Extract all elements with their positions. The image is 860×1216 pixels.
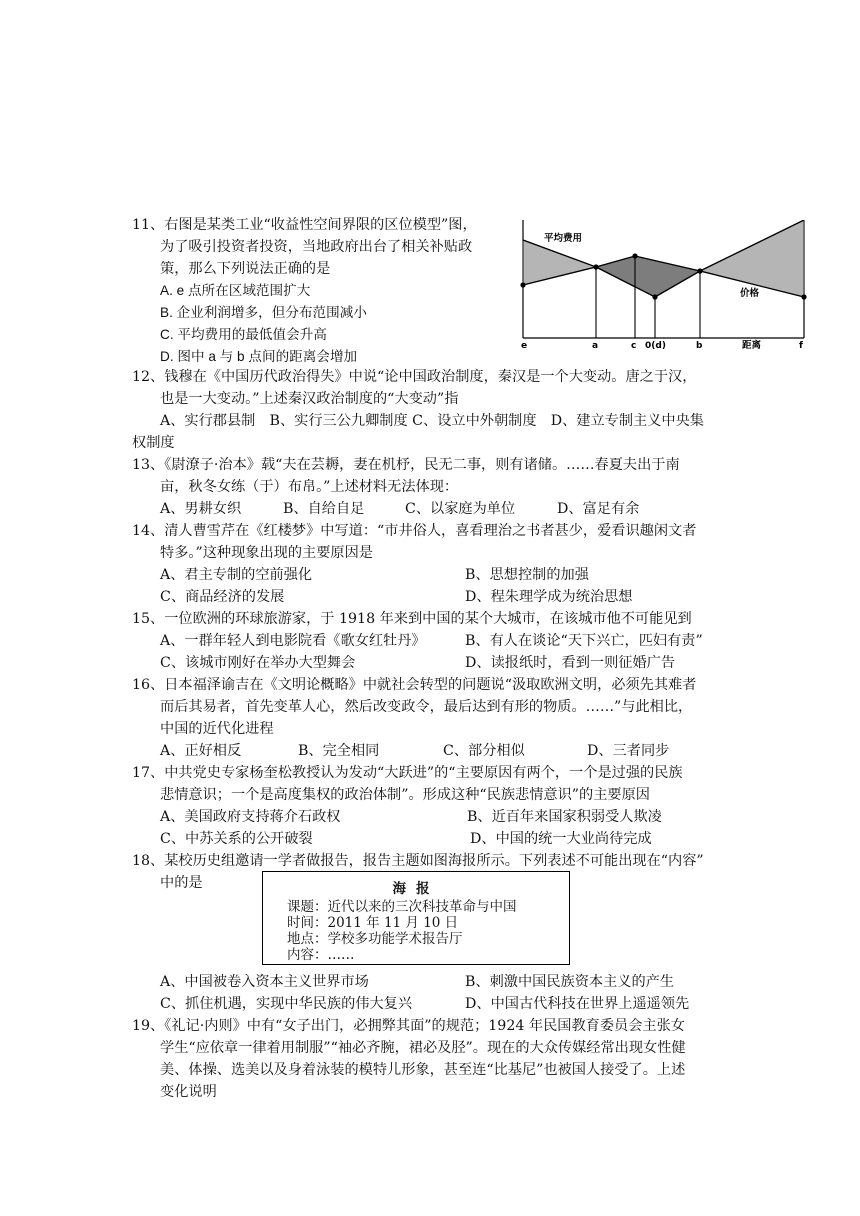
location-model-diagram — [520, 220, 812, 352]
axis-label-f: f — [799, 341, 803, 351]
point-right-price — [801, 294, 806, 299]
q11-option-d: D. 图中 a 与 b 点间的距离会增加 — [160, 349, 358, 364]
q14-stem-line2: 特多。”这种现象出现的主要原因是 — [160, 545, 373, 561]
q19-stem-line2: 学生“应依章一律着用制服”“袖必齐腕，裙必及胫”。现在的大众传媒经常出现女性健 — [160, 1040, 686, 1056]
q15-option-a: A、一群年轻人到电影院看《歌女红牡丹》 — [160, 633, 426, 649]
q13-option-c: C、以家庭为单位 — [405, 501, 516, 517]
axis-label-d: 0(d) — [645, 341, 666, 351]
point-d-price-low — [652, 294, 657, 299]
q18-stem-line2: 中的是 — [160, 875, 203, 891]
q12-stem-line2: 也是一大变动。”上述秦汉政治制度的“大变动”指 — [160, 391, 459, 407]
q16-option-c: C、部分相似 — [443, 743, 525, 759]
q17-option-b: B、近百年来国家积弱受人欺凌 — [467, 809, 662, 825]
q15-option-b: B、有人在谈论“天下兴亡，匹妇有责” — [465, 633, 703, 649]
q19-stem-line1: 19、《礼记·内则》中有“女子出门，必拥弊其面”的规范；1924 年民国教育委员会主张女 — [132, 1018, 685, 1034]
q16-option-a: A、正好相反 — [160, 743, 242, 759]
poster-topic: 课题：近代以来的三次科技革命与中国 — [287, 899, 517, 915]
q12-stem-line1: 12、钱穆在《中国历代政治得失》中说“论中国政治制度，秦汉是一个大变动。唐之于汉， — [132, 369, 697, 385]
q14-option-c: C、商品经济的发展 — [160, 589, 285, 605]
poster-box — [262, 871, 570, 965]
q18-option-b: B、刺激中国民族资本主义的产生 — [465, 974, 675, 990]
q19-stem-line4: 变化说明 — [160, 1084, 217, 1100]
q16-stem-line3: 中国的近代化进程 — [160, 721, 274, 737]
q11-stem-line1: 11、右图是某类工业“收益性空间界限的区位模型”图， — [132, 217, 477, 233]
q16-stem-line2: 而后其易者，首先变革人心，然后改变政令，最后达到有形的物质。……”与此相比， — [160, 699, 693, 715]
q17-stem-line1: 17、中共党史专家杨奎松教授认为发动“大跃进”的“主要原因有两个，一个是过强的民族 — [132, 765, 683, 781]
q13-option-a: A、男耕女织 — [160, 501, 242, 517]
q17-option-d: D、中国的统一大业尚待完成 — [470, 831, 652, 847]
axis-label-b: b — [696, 341, 703, 351]
q13-option-b: B、自给自足 — [283, 501, 365, 517]
q13-option-d: D、富足有余 — [557, 501, 640, 517]
point-c-minimum — [632, 253, 637, 258]
poster-content: 内容：…… — [287, 947, 355, 963]
q13-stem-line2: 亩，秋冬女练（于）布帛。”上述材料无法体现： — [160, 479, 459, 495]
poster-title: 海报 — [392, 881, 440, 897]
axis-label-a: a — [592, 341, 599, 351]
point-b-intersection — [697, 268, 702, 273]
q11-stem-line2: 为了吸引投资者投资，当地政府出台了相关补贴政 — [160, 239, 473, 255]
q17-stem-line2: 悲情意识；一个是高度集权的政治体制”。形成这种“民族悲情意识”的主要原因 — [160, 787, 650, 803]
q19-stem-line3: 美、体操、选美以及身着泳装的模特儿形象，甚至连“比基尼”也被国人接受了。上述 — [160, 1062, 686, 1078]
q14-option-b: B、思想控制的加强 — [465, 567, 589, 583]
q12-options-line: A、实行郡县制 B、实行三公九卿制度 C、设立中外朝制度 D、建立专制主义中央集 — [160, 413, 704, 429]
q18-stem-line1: 18、某校历史组邀请一学者做报告，报告主题如图海报所示。下列表述不可能出现在“内容” — [132, 853, 704, 869]
point-a-intersection — [593, 264, 598, 269]
q18-option-a: A、中国被卷入资本主义世界市场 — [160, 974, 369, 990]
point-left-price — [520, 282, 525, 287]
distance-label: 距离 — [742, 340, 762, 351]
q11-stem-line3: 策，那么下列说法正确的是 — [160, 261, 331, 277]
q16-option-b: B、完全相同 — [298, 743, 380, 759]
q11-option-c: C. 平均费用的最低值会升高 — [160, 327, 327, 342]
price-label: 价格 — [740, 288, 760, 299]
q17-option-c: C、中苏关系的公开破裂 — [160, 831, 313, 847]
q12-options-continuation: 权制度 — [132, 435, 175, 451]
q13-stem-line1: 13、《尉潦子·治本》载“夫在芸耨，妻在机杼，民无二事，则有诸储。……春夏夫出于南 — [132, 457, 680, 473]
axis-label-c: c — [631, 341, 637, 351]
q14-stem-line1: 14、清人曹雪芹在《红楼梦》中写道：“市井俗人，喜看理治之书者甚少，爱看识趣闲文者 — [132, 523, 697, 539]
q16-option-d: D、三者同步 — [587, 743, 670, 759]
q15-stem-line1: 15、一位欧洲的环球旅游家，于 1918 年来到中国的某个大城市，在该城市他不可能见到 — [132, 611, 692, 627]
right-loss-region — [700, 220, 804, 297]
q18-option-c: C、抓住机遇，实现中华民族的伟大复兴 — [160, 996, 413, 1012]
q15-option-d: D、读报纸时，看到一则征婚广告 — [465, 655, 676, 671]
poster-place: 地点：学校多功能学术报告厅 — [287, 931, 463, 947]
q11-option-a: A. e 点所在区域范围扩大 — [160, 283, 311, 298]
q14-option-a: A、君主专制的空前强化 — [160, 567, 313, 583]
q14-option-d: D、程朱理学成为统治思想 — [465, 589, 633, 605]
q18-option-d: D、中国古代科技在世界上遥遥领先 — [465, 996, 690, 1012]
poster-time: 时间：2011 年 11 月 10 日 — [287, 915, 459, 931]
q16-stem-line1: 16、日本福泽谕吉在《文明论概略》中就社会转型的问题说“汲取欧洲文明，必须先其难者 — [132, 677, 697, 693]
axis-label-e: e — [521, 341, 528, 351]
q11-option-b: B. 企业利润增多，但分布范围减小 — [160, 305, 367, 320]
avg-cost-label: 平均费用 — [544, 233, 583, 244]
q17-option-a: A、美国政府支持蒋介石政权 — [160, 809, 341, 825]
q15-option-c: C、该城市刚好在举办大型舞会 — [160, 655, 356, 671]
